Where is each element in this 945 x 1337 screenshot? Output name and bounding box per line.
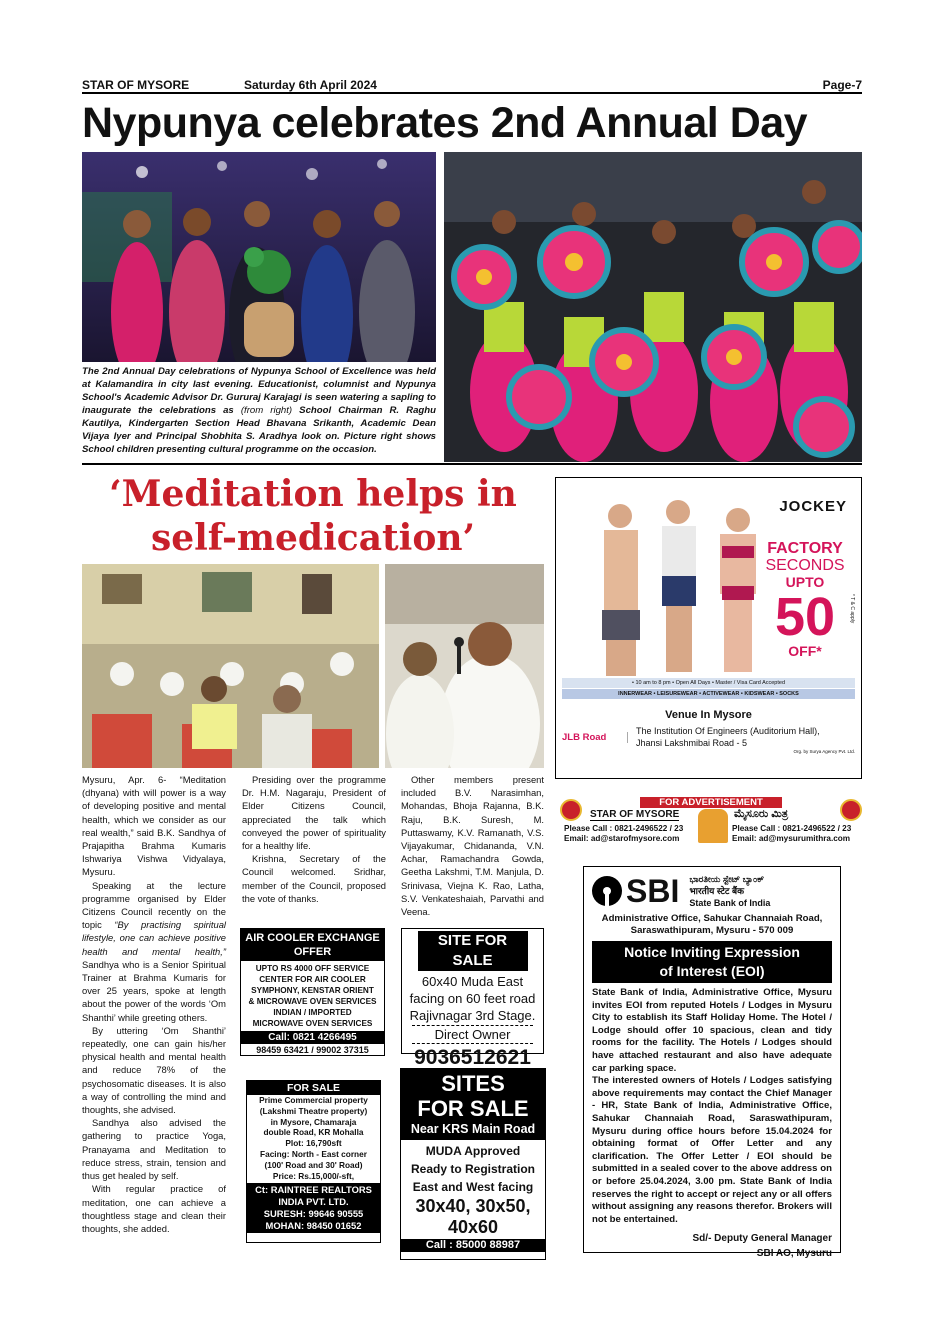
divider (82, 463, 862, 465)
ad-sites-krs-road: SITES FOR SALE Near KRS Main Road MUDA Approved Ready to Registration East and West facing 30x40, 30x50, 40x60 Call : 85000 88987 (400, 1068, 546, 1260)
article-column-2: Presiding over the programme Dr. H.M. Nagaraju, President of Elder Citizens Council, appreciated the talk which conveyed the power of spirituality for a healthy life. Krishna, Secretary of the Council welcomed. Sridhar, member of the Council, proposed the vote of thanks. (242, 774, 386, 904)
jockey-models-image (590, 490, 770, 676)
headline-meditation: ‘Meditation helps in self-medication’ (109, 473, 517, 559)
photo-speaker-sandhya (385, 564, 544, 768)
jockey-road: JLB Road (562, 732, 628, 743)
sbi-notice-title: Notice Inviting Expression of Interest (EOI) (592, 941, 832, 983)
jockey-offer: FACTORY SECONDS UPTO 50 OFF* (765, 540, 845, 659)
jockey-brand: JOCKEY (779, 498, 847, 515)
mascot-icon (698, 809, 728, 843)
ad-for-advertisement: FOR ADVERTISEMENT STAR OF MYSORE ಮೈಸೂರು ಮಿತ್ರ Please Call : 0821-2496522 / 23 Email: ad@starofmysore.com Please Call : 0821-2496522 / 23 Email: ad@mysurumithra.com (560, 797, 862, 845)
photo-caption-nypunya: The 2nd Annual Day celebrations of Nypunya School of Excellence was held at Kalamandira in city last evening. Educationist, columnist and Nypunya School's Academic Advisor Dr. Gururaj Karajagi is seen watering a sapling to inaugurate the celebrations as (from right) School Chairman R. Raghu Kautilya, Kindergarten Section Head Bhavana Srikanth, Academic Dean Vijaya Iyer and Principal Shobhita S. Aradhya look on. Picture right shows School children presenting cultural programme on the occasion. (82, 366, 436, 455)
article-column-1: Mysuru, Apr. 6- “Meditation (dhyana) with will power is a way of developing positive and mental health, which we consider as our real wealth,” said B.K. Sandhya of Prajapitha Brahma Kumaris Ishwariya Vishwa Vidyalaya, Mysuru. Speaking at the lecture programme organised by Elder Citizens Council recently on the topic “By practising spiritual lifestyle, one can achieve positive health and mental health,” Sandhya who is a Senior Spiritual Trainer at Brahma Kumaris for over 25 years, spoke at length about the power of the words ‘Om Shanthi’ while greeting others. By uttering ‘Om Shanthi’ repeatedly, one can gain his/her physical health and mental health and reduce 78% of the psychosomatic diseases. It is also a way of controlling the mind and thoughts, she advised. Sandhya also advised the gathering to practice Yoga, Pranayama and Meditation to reduce stress, strain, tension and thus get healed by self. With regular practice of meditation, one can achieve a thoughtless stage and clean their thoughts, she added. (82, 774, 226, 1234)
ad-commercial-property: FOR SALE Prime Commercial property (Lakshmi Theatre property) in Mysore, Chamaraja double Road, KR Mohalla Plot: 16,790sft Facing: North - East corner (100' Road and 30' Road) Price: Rs.15,000/-sft, Ct: RAINTREE REALTORS INDIA PVT. LTD. SURESH: 99646 90555 MOHAN: 98450 01652 (246, 1080, 381, 1243)
badge-icon (560, 799, 582, 821)
jockey-venue: The Institution Of Engineers (Auditorium Hall), Jhansi Lakshmibai Road - 5 (636, 726, 820, 748)
page-header (82, 78, 862, 94)
jockey-venue-title: Venue In Mysore (665, 709, 752, 721)
issue-date: Saturday 6th April 2024 (244, 78, 377, 92)
page-number: Page-7 (822, 78, 862, 92)
photo-sapling-watering (82, 152, 436, 362)
ad-jockey: JOCKEY FACTORY SECONDS UPTO 50 OFF* * T & C apply • 10 am to 8 pm • Open All Days • Master / Visa Card Accepted INNERWEAR • LEISUREWEAR • ACTIVEWEAR • KIDSWEAR • SOCKS Venue In Mysore JLB Road The Institution Of Engineers (Auditorium Hall), Jhansi Lakshmibai Road - 5 Org. by Surya Agency Pvt. Ltd. (555, 477, 862, 779)
ad-air-cooler: AIR COOLER EXCHANGE OFFER UPTO RS 4000 OFF SERVICE CENTER FOR AIR COOLER SYMPHONY, KENSTAR ORIENT & MICROWAVE OVEN SERVICES INDIAN / IMPORTED MICROWAVE OVEN SERVICES Call: 0821 4266495 98459 63421 / 99002 37315 (240, 928, 385, 1056)
paper-name: STAR OF MYSORE (82, 78, 190, 92)
badge-icon (840, 799, 862, 821)
sbi-logo-icon (592, 876, 622, 906)
jockey-timing: • 10 am to 8 pm • Open All Days • Master / Visa Card Accepted (562, 678, 855, 688)
photo-cultural-dance (444, 152, 862, 462)
photo-lecture-audience (82, 564, 379, 768)
ad-site-for-sale: SITE FOR SALE 60x40 Muda East facing on 60 feet road Rajivnagar 3rd Stage. Direct Owner 9036512621 (401, 928, 544, 1054)
sbi-logo-text: SBI (626, 873, 680, 909)
article-column-3: Other members present included B.V. Narasimhan, Mohandas, Bhoja Rajanna, B.K. Raju, B.K. Suresh, M. Puttaswamy, K.V. Ramanath, V.S. Vijayakumar, Chidananda, V.N. Achar, Ramachandra Gowda, Geetha Lakshmi, T.M. Manjula, D. Srinivasa, Viejna K. Rao, Latha, S.V. Venkateshaiah, Parvathi and Veena. (401, 774, 544, 918)
jockey-categories: INNERWEAR • LEISUREWEAR • ACTIVEWEAR • KIDSWEAR • SOCKS (562, 689, 855, 699)
ad-sbi-notice: SBI ಭಾರತೀಯ ಸ್ಟೇಟ್ ಬ್ಯಾಂಕ್ भारतीय स्टेट बैंक State Bank of India Administrative Office, Sahukar Channaiah Road, Saraswathipuram, Mysuru - 570 009 Notice Inviting Expression of Interest (EOI) State Bank of India, Administrative Office, Mysuru invites EOI from reputed Hotels / Lodges in Mysuru City to establish its Staff Holiday Home. The Hotel / Lodge should offer 10 spacious, clean and tidy rooms for the facility. The Hotels / Lodges should have attached restaurant and also have adequate car parking space. The interested owners of Hotels / Lodges satisfying above requirements may contact the Chief Manager - HR, State Bank of India, Administrative Office, Sahukar Channaiah Road, Saraswathipuram, Mysuru during office hours before 15.04.2024 for obtaining format of Offer Letter and any clarification. The Offer Letter / EOI should be submitted in a sealed cover to the above address on or before 25.04.2024, 3.00 pm. State Bank of India reserves the right to accept or reject any or all offers without assigning any reasons therefor. Brokers will not be entertained. Sd/- Deputy General Manager SBI AO, Mysuru (583, 866, 841, 1253)
jockey-banner: JOCKEY FACTORY SECONDS UPTO 50 OFF* * T & C apply (562, 484, 855, 670)
headline-nypunya: Nypunya celebrates 2nd Annual Day (82, 99, 808, 147)
